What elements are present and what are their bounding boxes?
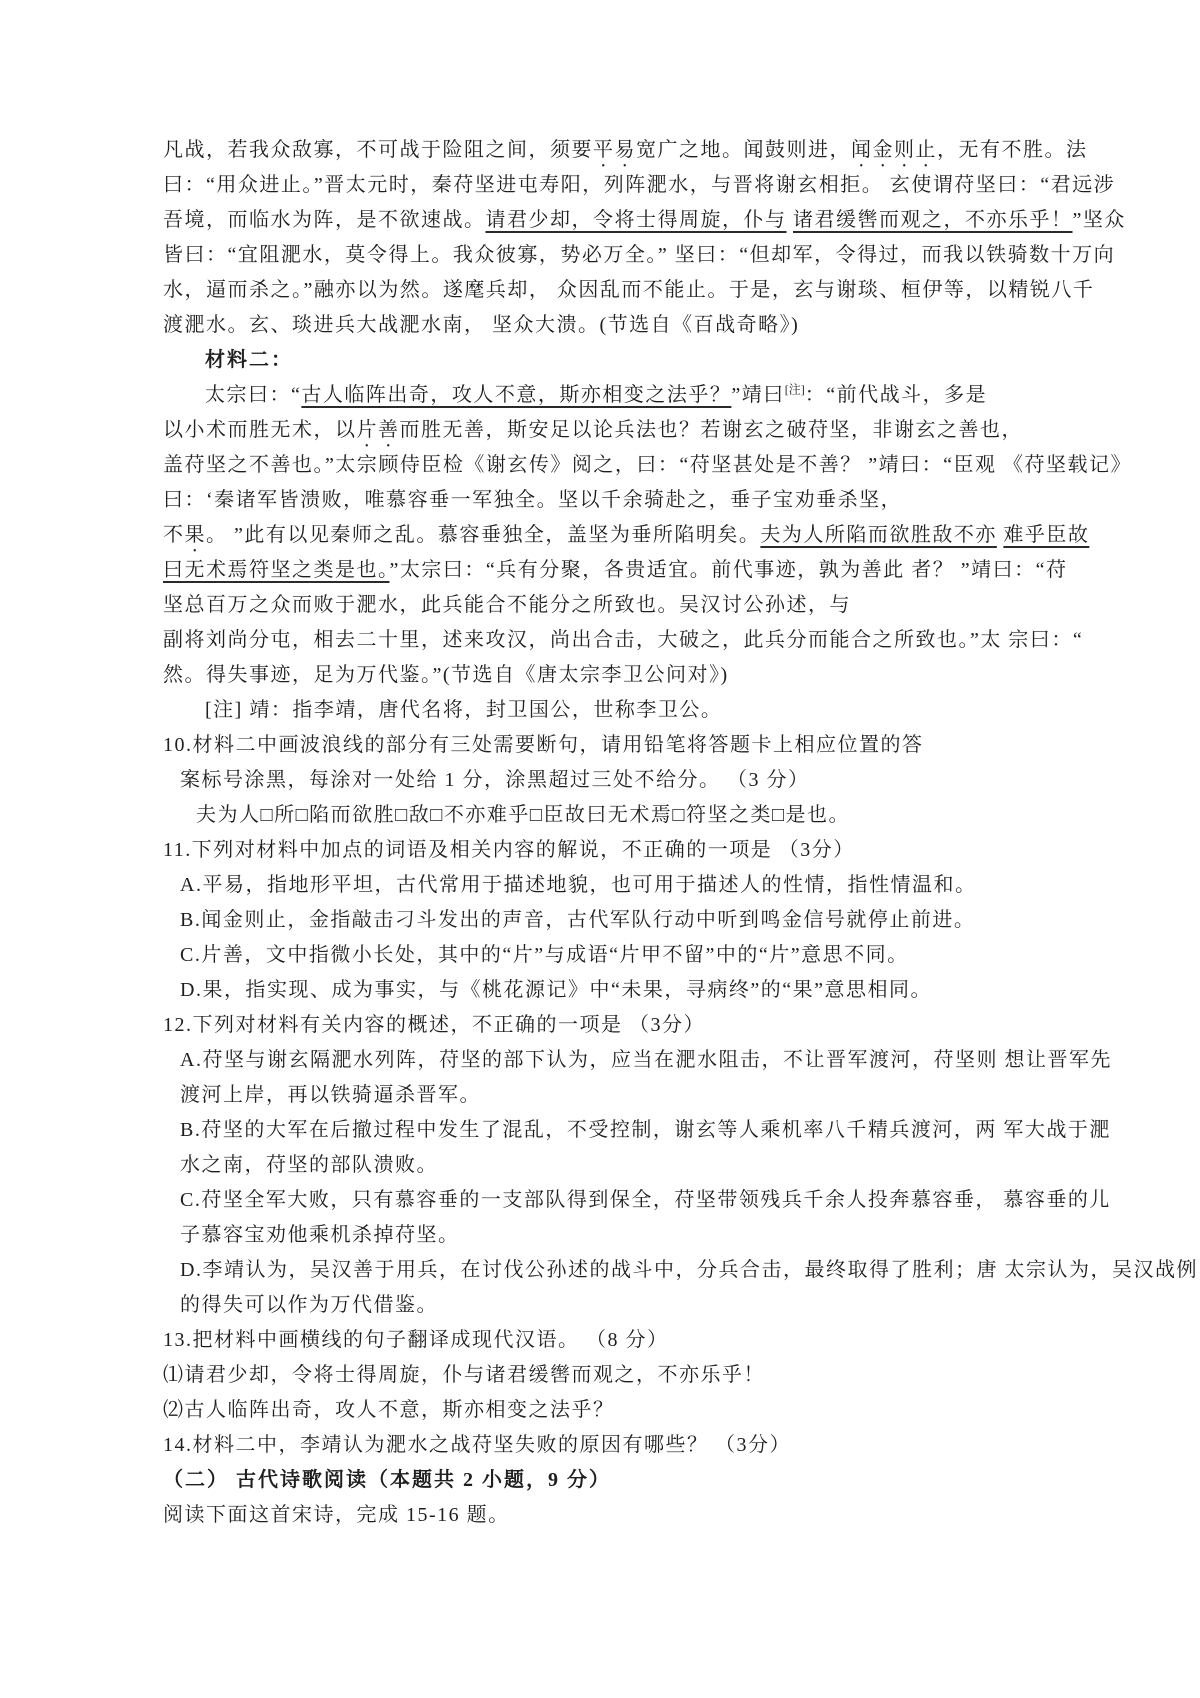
option-12-c-line-1: [163, 1183, 1111, 1218]
text-segment: ”坚众: [1072, 209, 1126, 231]
material-one-line-4: [163, 238, 1116, 273]
material-two-heading: [163, 343, 1063, 378]
option-12-d-line-1: [163, 1253, 1198, 1288]
text-segment: 。 ”此有以见秦师之乱。慕容垂独全，盖坚为垂所陷明矣。: [206, 524, 761, 546]
text-segment: 太宗曰：“: [205, 384, 302, 406]
material-two-line-4: [163, 483, 1063, 518]
text-segment: 11.下列对材料中加点的词语及相关内容的解说，不正确的一项是 （3分）: [163, 839, 855, 861]
text-segment: C.苻坚全军大败，只有慕容垂的一支部队得到保全，苻坚带领残兵千余人投奔慕容垂， 慕容垂的儿: [180, 1189, 1111, 1211]
text-segment: ⑵古人临阵出奇，攻人不意，斯亦相变之法乎？: [163, 1399, 615, 1421]
option-12-a-line-1: [163, 1043, 1112, 1078]
poetry-intro: [163, 1498, 1063, 1533]
underlined-text: 夫为人所陷而欲胜敌不亦: [760, 524, 997, 546]
option-12-b-line-1: [163, 1113, 1111, 1148]
material-one-line-2: [163, 168, 1116, 203]
material-two-line-8: [163, 623, 1084, 658]
material-two-line-6: [163, 553, 1068, 588]
underlined-text: 请君少却，令将士得周旋，仆与: [485, 209, 787, 231]
material-two-line-5: [163, 518, 1090, 553]
option-11-a: [163, 868, 1063, 903]
text-segment: 不: [163, 524, 185, 546]
question-10-line-2: [163, 763, 1063, 798]
text-segment: 14.材料二中，李靖认为淝水之战苻坚失败的原因有哪些？ （3分）: [163, 1434, 791, 1456]
material-one-line-6: [163, 308, 1063, 343]
question-11: [163, 833, 1063, 868]
option-11-b: [163, 903, 1063, 938]
text-segment: ”靖曰: [731, 384, 785, 406]
text-segment: 然。得失事迹，足为万代鉴。”(节选自《唐太宗李卫公问对》): [163, 664, 729, 686]
option-12-b-line-2: [163, 1148, 1063, 1183]
question-13-sentence-1: [163, 1358, 1063, 1393]
section-two-heading: [163, 1463, 1063, 1498]
material-two-line-2: [163, 413, 1063, 448]
text-segment: 阅读下面这首宋诗，完成 15-16 题。: [163, 1504, 510, 1526]
text-segment: 宽广之地。闻鼓则进，: [636, 139, 851, 161]
material-one-line-1: [163, 133, 1088, 168]
document-body: [163, 133, 1198, 1533]
material-two-line-3: [163, 448, 1133, 483]
text-segment: [注] 靖：指李靖，唐代名将，封卫国公，世称李卫公。: [205, 699, 723, 721]
text-segment: ⑴请君少却，令将士得周旋，仆与诸君缓辔而观之，不亦乐乎！: [163, 1364, 765, 1386]
emphasis-dotted-text: 片善: [356, 419, 400, 441]
text-segment: 子慕容宝劝他乘机杀掉苻坚。: [180, 1224, 460, 1246]
option-12-c-line-2: [163, 1218, 1063, 1253]
text-segment: ：“前代战斗，多是: [804, 384, 988, 406]
material-one-line-5: [163, 273, 1095, 308]
option-11-d: [163, 973, 1063, 1008]
question-12: [163, 1008, 1063, 1043]
text-segment: 坚总百万之众而败于淝水，此兵能合不能分之所致也。吴汉讨公孙述，与: [163, 594, 851, 616]
text-segment: 水，逼而杀之。”融亦以为然。遂麾兵却， 众因乱而不能止。于是，玄与谢琰、桓伊等，以精锐八千: [163, 279, 1095, 301]
question-13: [163, 1323, 1063, 1358]
text-segment: 副将刘尚分屯，相去二十里，述来攻汉，尚出合击，大破之，此兵分而能合之所致也。”太 宗曰：“: [163, 629, 1084, 651]
material-two-line-9: [163, 658, 1063, 693]
note-superscript: [注]: [784, 382, 805, 397]
question-10-line-1: [163, 728, 1063, 763]
material-two-line-1: [163, 378, 1063, 413]
text-segment: 以小术而胜无术，以: [163, 419, 357, 441]
emphasis-dotted-text: 闻金则止: [851, 139, 937, 161]
emphasis-dotted-text: 果: [184, 524, 206, 546]
text-segment: 13.把材料中画横线的句子翻译成现代汉语。 （8 分）: [163, 1329, 669, 1351]
text-segment: 渡淝水。玄、琰进兵大战淝水南， 坚众大溃。(节选自《百战奇略》): [163, 314, 800, 336]
text-segment: 的得失可以作为万代借鉴。: [180, 1294, 438, 1316]
question-14: [163, 1428, 1063, 1463]
text-segment: 渡河上岸，再以铁骑逼杀晋军。: [180, 1084, 481, 1106]
text-segment: B.苻坚的大军在后撤过程中发生了混乱，不受控制，谢玄等人乘机率八千精兵渡河，两 军大战于淝: [180, 1119, 1111, 1141]
text-segment: ”太宗曰：“兵有分聚，各贵适宜。前代事迹，孰为善此 者？ ”靖曰：“苻: [389, 559, 1068, 581]
text-segment: C.片善，文中指微小长处，其中的“片”与成语“片甲不留”中的“片”意思不同。: [180, 944, 909, 966]
underlined-text: 古人临阵出奇，攻人不意，斯亦相变之法乎？: [301, 384, 732, 406]
text-segment: A.平易，指地形平坦，古代常用于描述地貌，也可用于描述人的性情，指性情温和。: [180, 874, 977, 896]
text-segment: 盖苻坚之不善也。”太宗顾侍臣检《谢玄传》阅之，曰：“苻坚甚处是不善？ ”靖曰：“臣观 《苻坚载记》: [163, 454, 1133, 476]
text-segment: （二） 古代诗歌阅读（本题共 2 小题，9 分）: [163, 1469, 611, 1491]
text-segment: 12.下列对材料有关内容的概述，不正确的一项是 （3分）: [163, 1014, 705, 1036]
text-segment: A.苻坚与谢玄隔淝水列阵，苻坚的部下认为，应当在淝水阻击，不让晋军渡河，苻坚则 想让晋军先: [180, 1049, 1112, 1071]
emphasis-dotted-text: 平易: [593, 139, 636, 161]
option-12-d-line-2: [163, 1288, 1063, 1323]
option-11-c: [163, 938, 1063, 973]
text-segment: B.闻金则止，金指敲击刁斗发出的声音，古代军队行动中听到鸣金信号就停止前进。: [180, 909, 976, 931]
underlined-text: 诸君缓辔而观之，不亦乐乎！: [793, 209, 1073, 231]
text-segment: 而胜无善，斯安足以论兵法也？若谢玄之破苻坚，非谢玄之善也，: [399, 419, 1023, 441]
text-segment: 吾境，而临水为阵，是不欲速战。: [163, 209, 486, 231]
text-segment: 曰：‘秦诸军皆溃败，唯慕容垂一军独全。坚以千余骑赴之，垂子宝劝垂杀坚，: [163, 489, 903, 511]
underlined-text: 难乎臣故: [1003, 524, 1090, 546]
text-segment: 材料二：: [205, 349, 293, 371]
material-two-line-7: [163, 588, 1063, 623]
text-segment: D.李靖认为，吴汉善于用兵，在讨伐公孙述的战斗中，分兵合击，最终取得了胜利；唐 太宗认为，吴汉战例: [180, 1259, 1198, 1281]
option-12-a-line-2: [163, 1078, 1063, 1113]
text-segment: 水之南，苻坚的部队溃败。: [180, 1154, 438, 1176]
question-13-sentence-2: [163, 1393, 1063, 1428]
material-one-line-3: [163, 203, 1126, 238]
text-segment: 夫为人□所□陷而欲胜□敌□不亦难乎□臣故曰无术焉□符坚之类□是也。: [196, 804, 851, 826]
text-segment: D.果，指实现、成为事实，与《桃花源记》中“未果，寻病终”的“果”意思相同。: [180, 979, 932, 1001]
question-10-answer-boxes: [163, 798, 1063, 833]
note-line: [163, 693, 1063, 728]
text-segment: 皆曰：“宜阻淝水，莫令得上。我众彼寡，势必万全。” 坚曰：“但却军，令得过，而我以铁骑数十万向: [163, 244, 1116, 266]
underlined-text: 曰无术焉符坚之类是也。: [163, 559, 390, 581]
text-segment: ，无有不胜。法: [937, 139, 1088, 161]
text-segment: 案标号涂黑，每涂对一处给 1 分，涂黑超过三处不给分。 （3 分）: [180, 769, 810, 791]
text-segment: 10.材料二中画波浪线的部分有三处需要断句，请用铅笔将答题卡上相应位置的答: [163, 734, 924, 756]
text-segment: 凡战，若我众敌寡，不可战于险阻之间，须要: [163, 139, 593, 161]
text-segment: 曰：“用众进止。”晋太元时，秦苻坚进屯寿阳，列阵淝水，与晋将谢玄相拒。 玄使谓苻坚曰：“君远涉: [163, 174, 1116, 196]
